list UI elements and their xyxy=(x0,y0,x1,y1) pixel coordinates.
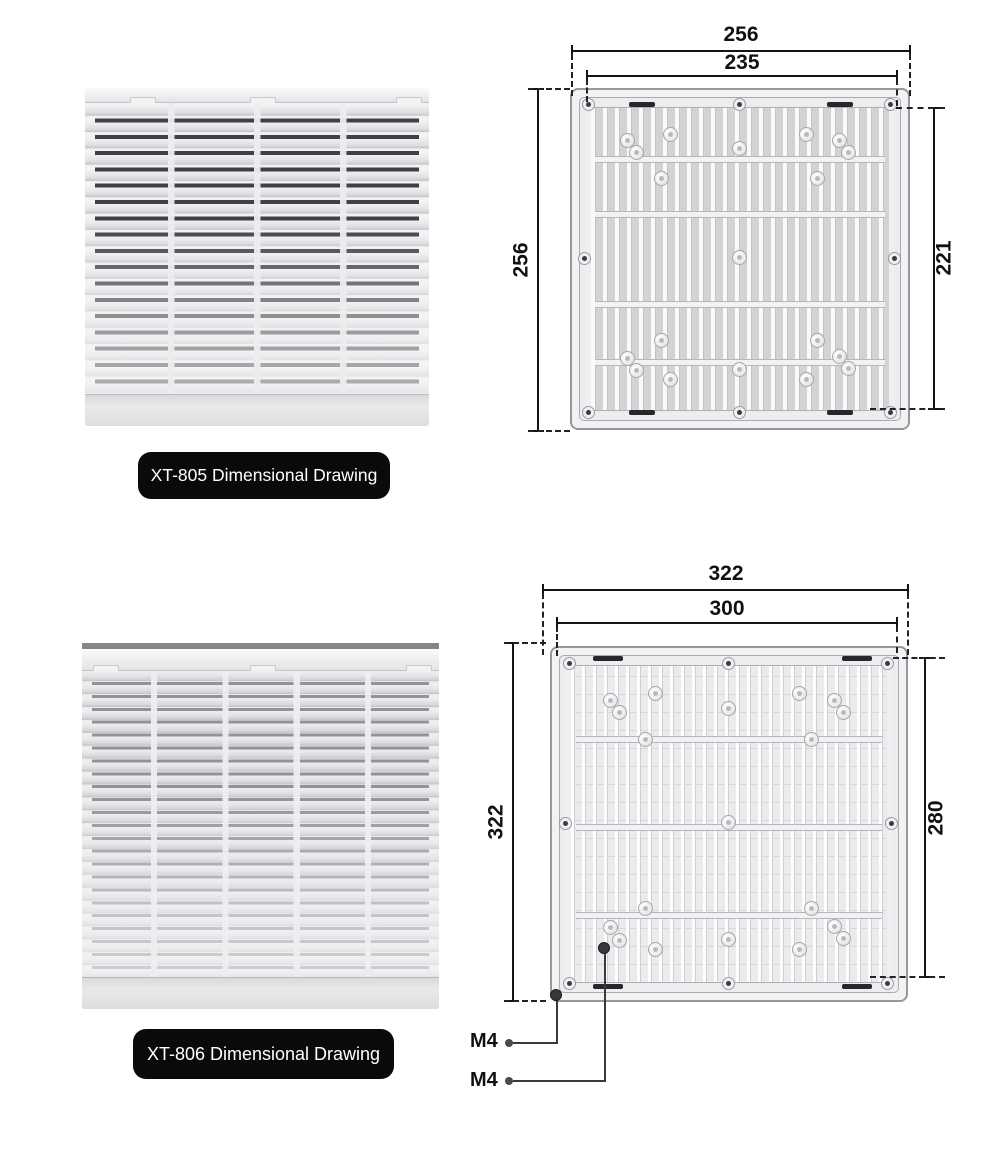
mount-boss xyxy=(629,363,644,378)
dim-value-805-inner-width: 235 xyxy=(724,51,760,74)
corner-screw-hole xyxy=(722,657,735,670)
clip-mark xyxy=(827,102,853,107)
extension-line xyxy=(896,107,945,109)
mount-boss xyxy=(663,127,678,142)
mount-boss xyxy=(804,732,819,747)
dim-line-805-outer-height xyxy=(537,89,539,431)
dim-value-806-inner-height: 280 xyxy=(924,800,948,836)
clip-mark xyxy=(629,410,655,415)
corner-screw-hole xyxy=(885,817,898,830)
dim-line-806-outer-height xyxy=(512,643,514,1001)
mount-boss xyxy=(612,705,627,720)
extension-line xyxy=(896,79,898,106)
mount-boss xyxy=(799,372,814,387)
dim-value-806-inner-width: 300 xyxy=(709,597,745,620)
mount-boss xyxy=(732,362,747,377)
louver-top-cap xyxy=(85,88,429,103)
mount-boss xyxy=(732,141,747,156)
mount-boss xyxy=(721,815,736,830)
extension-line xyxy=(571,54,573,96)
filter-media xyxy=(565,665,893,983)
extension-line xyxy=(504,642,546,644)
dim-value-805-outer-width: 256 xyxy=(723,23,759,46)
extension-line xyxy=(556,626,558,656)
xt806-front-photo xyxy=(82,643,439,1009)
louver-base xyxy=(82,977,439,1009)
dim-line-806-inner-width xyxy=(557,622,897,624)
mount-boss xyxy=(638,732,653,747)
grid-rail xyxy=(595,301,884,308)
xt805-label-plate xyxy=(138,452,390,499)
extension-line xyxy=(893,657,945,659)
mount-boss xyxy=(841,361,856,376)
mount-boss xyxy=(792,686,807,701)
extension-line xyxy=(907,593,909,655)
grid-rail xyxy=(576,736,883,743)
mount-boss xyxy=(654,171,669,186)
leader-line xyxy=(513,1042,557,1044)
extension-line xyxy=(896,626,898,653)
mount-boss xyxy=(799,127,814,142)
xt805-front-photo xyxy=(85,88,429,426)
extension-line xyxy=(528,88,570,90)
xt806-label-plate xyxy=(133,1029,394,1079)
dim-value-806-outer-width: 322 xyxy=(708,562,744,585)
mount-boss xyxy=(654,333,669,348)
corner-screw-hole xyxy=(888,252,901,265)
corner-screw-hole xyxy=(582,406,595,419)
corner-screw-hole xyxy=(563,977,576,990)
xt805-rear-view xyxy=(570,88,910,430)
corner-screw-hole xyxy=(733,406,746,419)
corner-screw-hole xyxy=(563,657,576,670)
m4-hole-marker xyxy=(598,942,610,954)
extension-line xyxy=(586,79,588,102)
extension-line xyxy=(542,593,544,655)
louver-slats xyxy=(82,671,439,977)
mount-boss xyxy=(841,145,856,160)
mount-boss xyxy=(732,250,747,265)
m4-callout-label: M4 xyxy=(470,1069,498,1091)
mount-boss xyxy=(792,942,807,957)
filter-media xyxy=(585,107,895,411)
mount-boss xyxy=(810,333,825,348)
mount-boss xyxy=(836,931,851,946)
m4-hole-marker xyxy=(550,989,562,1001)
clip-mark xyxy=(842,984,872,989)
extension-line xyxy=(870,408,945,410)
clip-mark xyxy=(842,656,872,661)
dim-value-805-inner-height: 221 xyxy=(932,240,956,276)
xt805-label-text: XT-805 Dimensional Drawing xyxy=(150,465,378,485)
louver-top-cap xyxy=(82,649,439,671)
extension-line xyxy=(909,54,911,96)
m4-callout-label: M4 xyxy=(470,1030,498,1052)
dim-line-806-outer-width xyxy=(543,589,908,591)
mount-boss xyxy=(648,942,663,957)
clip-mark xyxy=(593,656,623,661)
clip-mark xyxy=(593,984,623,989)
grid-rail xyxy=(595,211,884,218)
mount-boss xyxy=(648,686,663,701)
mount-boss xyxy=(721,932,736,947)
leader-dot xyxy=(505,1039,513,1047)
clip-mark xyxy=(629,102,655,107)
extension-line xyxy=(528,430,570,432)
louver-shading xyxy=(85,103,429,394)
louver-base xyxy=(85,394,429,426)
extension-line xyxy=(504,1000,546,1002)
clip-mark xyxy=(827,410,853,415)
leader-dot xyxy=(505,1077,513,1085)
louver-shading xyxy=(82,671,439,977)
extension-line xyxy=(870,976,945,978)
mount-boss xyxy=(612,933,627,948)
mount-boss xyxy=(663,372,678,387)
mount-boss xyxy=(721,701,736,716)
leader-line xyxy=(556,996,558,1044)
leader-line xyxy=(513,1080,605,1082)
mount-boss xyxy=(810,171,825,186)
dim-value-806-outer-height: 322 xyxy=(484,804,508,840)
xt806-label-text: XT-806 Dimensional Drawing xyxy=(146,1043,381,1064)
mount-boss xyxy=(836,705,851,720)
leader-line xyxy=(604,949,606,1082)
dim-line-805-inner-width xyxy=(587,75,897,77)
corner-screw-hole xyxy=(582,98,595,111)
louver-slats xyxy=(85,103,429,394)
dim-value-805-outer-height: 256 xyxy=(509,242,533,278)
